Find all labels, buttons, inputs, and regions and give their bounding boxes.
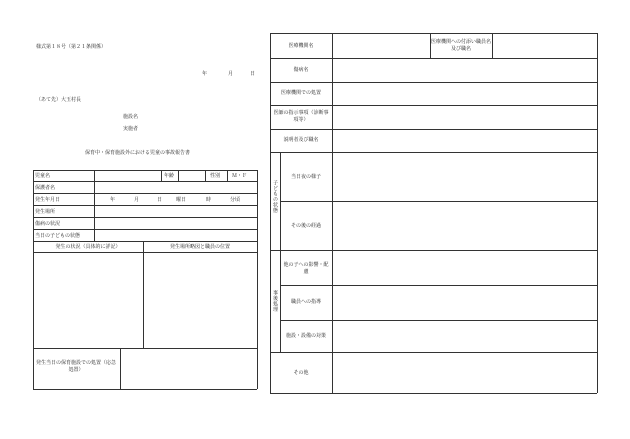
child-status-group-label: 子どもの状態 [272, 180, 278, 213]
injury-label: 傷病の状況 [35, 221, 61, 227]
operator-label: 実施者 [123, 126, 139, 132]
guardian-label: 保護者名 [35, 185, 56, 191]
child-today-label: 当日夜の様子 [290, 174, 321, 180]
diagnosis-label: 傷病名 [293, 67, 309, 73]
addressee: （あて先）大玉村長 [36, 97, 82, 103]
hospital-label: 医療機関名 [288, 43, 314, 49]
facility-measures-label: 施設・設備の対策 [285, 333, 326, 339]
child-name-label: 児童名 [35, 173, 51, 179]
treatment-label: 医療機関での処置 [280, 90, 321, 96]
form-number: 様式第１８号（第２１条関係） [36, 44, 107, 50]
unit-year: 年 [110, 197, 116, 203]
unit-month: 月 [134, 197, 140, 203]
situation-header: 発生の状況（具体的に詳記） [55, 244, 121, 250]
doctor-instructions-label: 医師の指示事項（診断事項等） [273, 110, 329, 123]
sex-options: Ｍ・Ｆ [232, 173, 248, 179]
date-year: 年 [202, 71, 208, 77]
accompany-label: 医療機関への付添い職員名及び職名 [431, 39, 492, 52]
report-title: 保育中・保育施設外における児童の事故報告書 [85, 150, 191, 156]
unit-hour: 時 [206, 197, 212, 203]
accident-group-label: 事後処理 [272, 290, 278, 312]
place-label: 発生場所 [35, 209, 56, 215]
staff-guidance-label: 職員への指導 [290, 299, 321, 305]
facility-name-label: 施設名 [123, 114, 139, 120]
datetime-label: 発生年月日 [35, 197, 61, 203]
date-month: 月 [228, 71, 234, 77]
child-after-label: その後の経過 [290, 223, 321, 229]
other-label: その他 [293, 370, 309, 376]
children-count-label: 当日の子どもの状態 [35, 233, 81, 239]
unit-day: 日 [157, 197, 163, 203]
response-label: 発生当日の保育施設での処置（応急処置） [36, 360, 117, 373]
explainer-label: 説明者及び職名 [283, 137, 319, 143]
age-label: 年齢 [164, 173, 175, 179]
other-children-label: 他の子への影響・配慮 [283, 262, 329, 275]
unit-weekday: 曜日 [176, 197, 187, 203]
date-day: 日 [250, 71, 256, 77]
unit-minute: 分頃 [230, 197, 241, 203]
sex-label: 性別 [210, 173, 221, 179]
map-header: 発生場所略図と職員の位置 [169, 244, 230, 250]
